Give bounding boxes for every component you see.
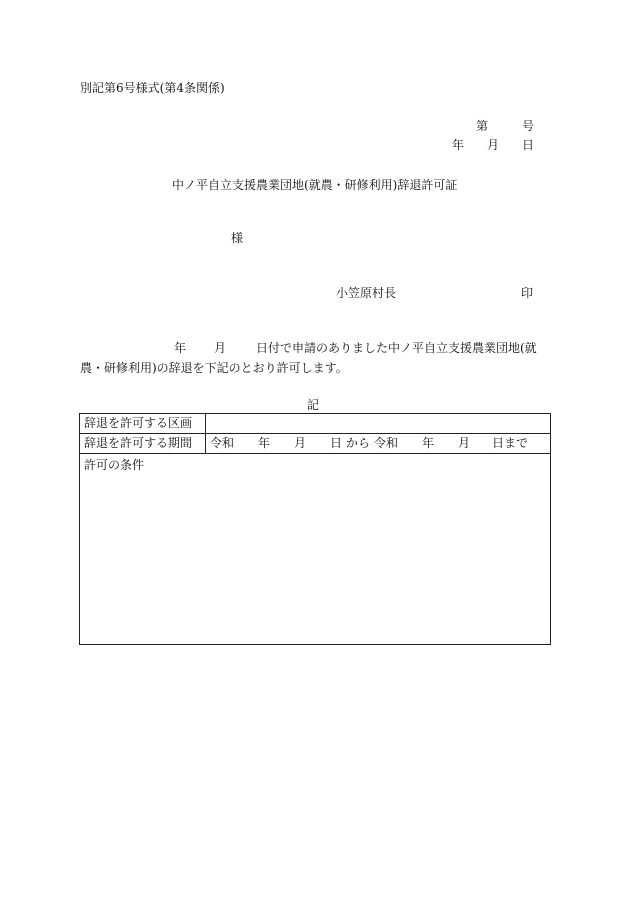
issuer-name: 小笠原村長 <box>336 286 397 300</box>
period-kara: から <box>346 436 371 450</box>
period-value <box>206 434 550 453</box>
body-text-1: 日付で申請のありました中ノ平自立支援農業団地(就 <box>256 341 537 355</box>
period-era-to: 令和 <box>374 436 399 450</box>
conditions-label: 許可の条件 <box>84 458 145 472</box>
document-title: 中ノ平自立支援農業団地(就農・研修利用)辞退許可証 <box>172 178 458 192</box>
table-row-period <box>80 434 550 454</box>
period-day-from: 日 <box>330 436 343 450</box>
issue-date-month: 月 <box>487 138 500 152</box>
period-year-to: 年 <box>422 436 435 450</box>
seal-mark: 印 <box>521 286 534 300</box>
form-number-label: 別記第6号様式(第4条関係) <box>80 81 225 95</box>
period-year-from: 年 <box>258 436 271 450</box>
document-number-suffix: 号 <box>522 119 535 133</box>
body-year: 年 <box>174 341 187 355</box>
permit-details-table <box>79 413 551 645</box>
table-row-area <box>80 414 550 434</box>
addressee-honorific: 様 <box>231 231 244 245</box>
ki-heading: 記 <box>307 398 320 412</box>
issue-date-day: 日 <box>522 138 535 152</box>
period-label: 辞退を許可する期間 <box>80 434 206 453</box>
body-month: 月 <box>214 341 227 355</box>
period-month-from: 月 <box>294 436 307 450</box>
area-label: 辞退を許可する区画 <box>80 414 206 433</box>
period-era-from: 令和 <box>210 436 235 450</box>
issue-date-year: 年 <box>452 138 465 152</box>
body-text-line-2: 農・研修利用)の辞退を下記のとおり許可します。 <box>80 361 348 375</box>
area-value <box>206 414 550 433</box>
period-day-to: 日まで <box>492 436 529 450</box>
period-month-to: 月 <box>458 436 471 450</box>
document-number-prefix: 第 <box>476 119 489 133</box>
